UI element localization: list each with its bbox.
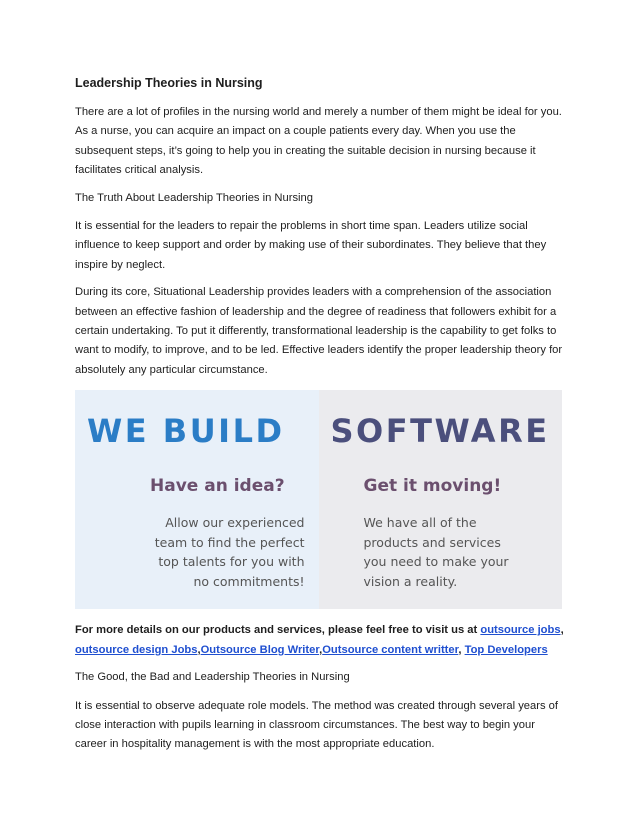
link-outsource-content-writter[interactable]: Outsource content writter [322,643,459,656]
banner-right-line: vision a reality. [363,573,458,589]
separator: , [458,643,465,656]
banner-right-line: We have all of the [363,515,477,531]
link-outsource-design-jobs[interactable]: outsource design Jobs [75,643,198,656]
banner-right-line: products and services [363,534,501,550]
separator: , [319,643,323,656]
section-heading-good-bad: The Good, the Bad and Leadership Theories in Nursing [75,671,350,684]
role-models-paragraph: It is essential to observe adequate role models. The method was created through several years of close interaction with pupils learning in classroom circumstances. The best way to begin your career in hospitality management is with the most appropriate education. [75,699,558,751]
link-outsource-jobs[interactable]: outsource jobs [480,624,561,637]
banner-get-moving-heading: Get it moving! [363,476,502,497]
leaders-paragraph: It is essential for the leaders to repair the problems in short time span. Leaders utilize social influence to keep support and order by making use of their subordinates. They believe that they inspire by neglect. [75,220,547,271]
document-body [75,75,567,763]
separator: , [560,624,564,637]
situational-leadership-paragraph: During its core, Situational Leadership provides leaders with a comprehension of the association between an effective fashion of leadership and the degree of readiness that followers exhibit for a certain undertaking. To put it differently, transformational leadership is the capability to get folks to want to modify, to improve, and to be led. Effective leaders identify the proper leadership theory for absolutely any particular circumstance. [75,286,563,376]
software-ad-banner[interactable] [75,390,562,609]
banner-left-line: no commitments! [193,573,305,589]
banner-right-line: you need to make your [363,554,509,570]
banner-we-build-text: WE BUILD [87,412,285,451]
banner-left-line: top talents for you with [158,554,305,570]
section-heading-truth: The Truth About Leadership Theories in Nursing [75,191,313,204]
link-top-developers[interactable]: Top Developers [464,643,548,656]
banner-have-idea-heading: Have an idea? [150,476,285,497]
banner-left-panel [75,390,319,609]
intro-paragraph: There are a lot of profiles in the nursing world and merely a number of them might be ideal for you. As a nurse, you can acquire an impact on a couple patients every day. When you use the subsequent steps, it’s going to help you in creating the suitable decision in nursing because it facilitates critical analysis. [75,106,562,177]
banner-right-panel [319,390,563,609]
banner-left-line: team to find the perfect [154,534,305,550]
promo-text: For more details on our products and services, please feel free to visit us at [75,624,478,637]
document-title: Leadership Theories in Nursing [75,76,263,90]
link-outsource-blog-writer[interactable]: Outsource Blog Writer [200,643,320,656]
banner-software-text: SOFTWARE [330,412,550,451]
banner-left-line: Allow our experienced [165,515,305,531]
promo-paragraph [75,621,567,660]
separator: , [197,643,201,656]
banner-left-description [155,513,305,591]
banner-right-description [364,513,509,591]
